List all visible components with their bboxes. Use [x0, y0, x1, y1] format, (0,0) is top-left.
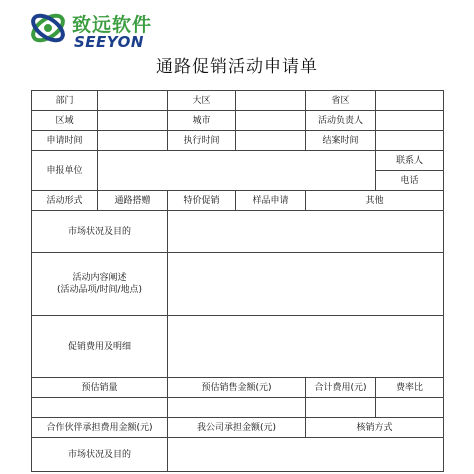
- apply-time-field[interactable]: [98, 131, 168, 151]
- apply-time-label: 申请时间: [32, 131, 98, 151]
- form-row: [32, 211, 444, 253]
- promo-cost-field[interactable]: [168, 316, 444, 378]
- activity-owner-field[interactable]: [376, 111, 444, 131]
- est-sales-label: 预估销量: [32, 378, 168, 398]
- market-status-field[interactable]: [168, 211, 444, 253]
- report-unit-label: 申报单位: [32, 151, 98, 191]
- phone-label: 电话: [376, 171, 444, 191]
- activity-form-label: 活动形式: [32, 191, 98, 211]
- dept-label: 部门: [32, 91, 98, 111]
- total-cost-label: 合计费用(元): [306, 378, 376, 398]
- content-label-line2: (活动品项/时间/地点): [56, 285, 143, 295]
- company-cost-label: 我公司承担金额(元): [168, 418, 306, 438]
- market-status-label: 市场状况及目的: [32, 211, 168, 253]
- cost-ratio-field[interactable]: [376, 398, 444, 418]
- form-row: [32, 378, 444, 398]
- form-option-other[interactable]: 其他: [306, 191, 444, 211]
- write-off-label: 核销方式: [306, 418, 444, 438]
- seeyon-logo: [28, 8, 188, 52]
- form-row: [32, 111, 444, 131]
- form-row: [32, 438, 444, 472]
- form-row: [32, 316, 444, 378]
- total-cost-field[interactable]: [306, 398, 376, 418]
- region-field[interactable]: [236, 91, 306, 111]
- city-field[interactable]: [236, 111, 306, 131]
- brand-name-cn: 致远软件: [72, 14, 153, 36]
- form-title: 通路促销活动申请单: [156, 57, 318, 77]
- region-label: 大区: [168, 91, 236, 111]
- form-row: [32, 418, 444, 438]
- promo-cost-label: 促销费用及明细: [32, 316, 168, 378]
- content-label-line1: 活动内容阐述: [72, 273, 127, 283]
- form-row: [32, 91, 444, 111]
- partner-cost-label: 合作伙伴承担费用金额(元): [32, 418, 168, 438]
- settle-time-label: 结案时间: [306, 131, 376, 151]
- province-field[interactable]: [376, 91, 444, 111]
- seeyon-swirl-icon: [28, 8, 68, 48]
- est-sales-amount-label: 预估销售金额(元): [168, 378, 306, 398]
- activity-owner-label: 活动负责人: [306, 111, 376, 131]
- settle-time-field[interactable]: [376, 131, 444, 151]
- content-label: [32, 253, 168, 316]
- est-sales-amount-field[interactable]: [168, 398, 306, 418]
- city-label: 城市: [168, 111, 236, 131]
- form-row: [32, 151, 444, 171]
- form-row: [32, 131, 444, 151]
- area-label: 区域: [32, 111, 98, 131]
- form-row: [32, 398, 444, 418]
- content-field[interactable]: [168, 253, 444, 316]
- est-sales-field[interactable]: [32, 398, 168, 418]
- report-unit-field[interactable]: [98, 151, 376, 191]
- form-row: [32, 191, 444, 211]
- cost-ratio-label: 费率比: [376, 378, 444, 398]
- promotion-application-form: [31, 90, 444, 472]
- form-option-trade-gift[interactable]: 通路搭赠: [98, 191, 168, 211]
- form-option-special-price[interactable]: 特价促销: [168, 191, 236, 211]
- contact-label: 联系人: [376, 151, 444, 171]
- exec-time-field[interactable]: [236, 131, 306, 151]
- area-field[interactable]: [98, 111, 168, 131]
- dept-field[interactable]: [98, 91, 168, 111]
- province-label: 省区: [306, 91, 376, 111]
- market-status-label-2: 市场状况及目的: [32, 438, 168, 472]
- brand-name-en: SEEYON: [74, 33, 144, 51]
- exec-time-label: 执行时间: [168, 131, 236, 151]
- form-row: [32, 253, 444, 316]
- market-status-field-2[interactable]: [168, 438, 444, 472]
- form-option-sample[interactable]: 样品申请: [236, 191, 306, 211]
